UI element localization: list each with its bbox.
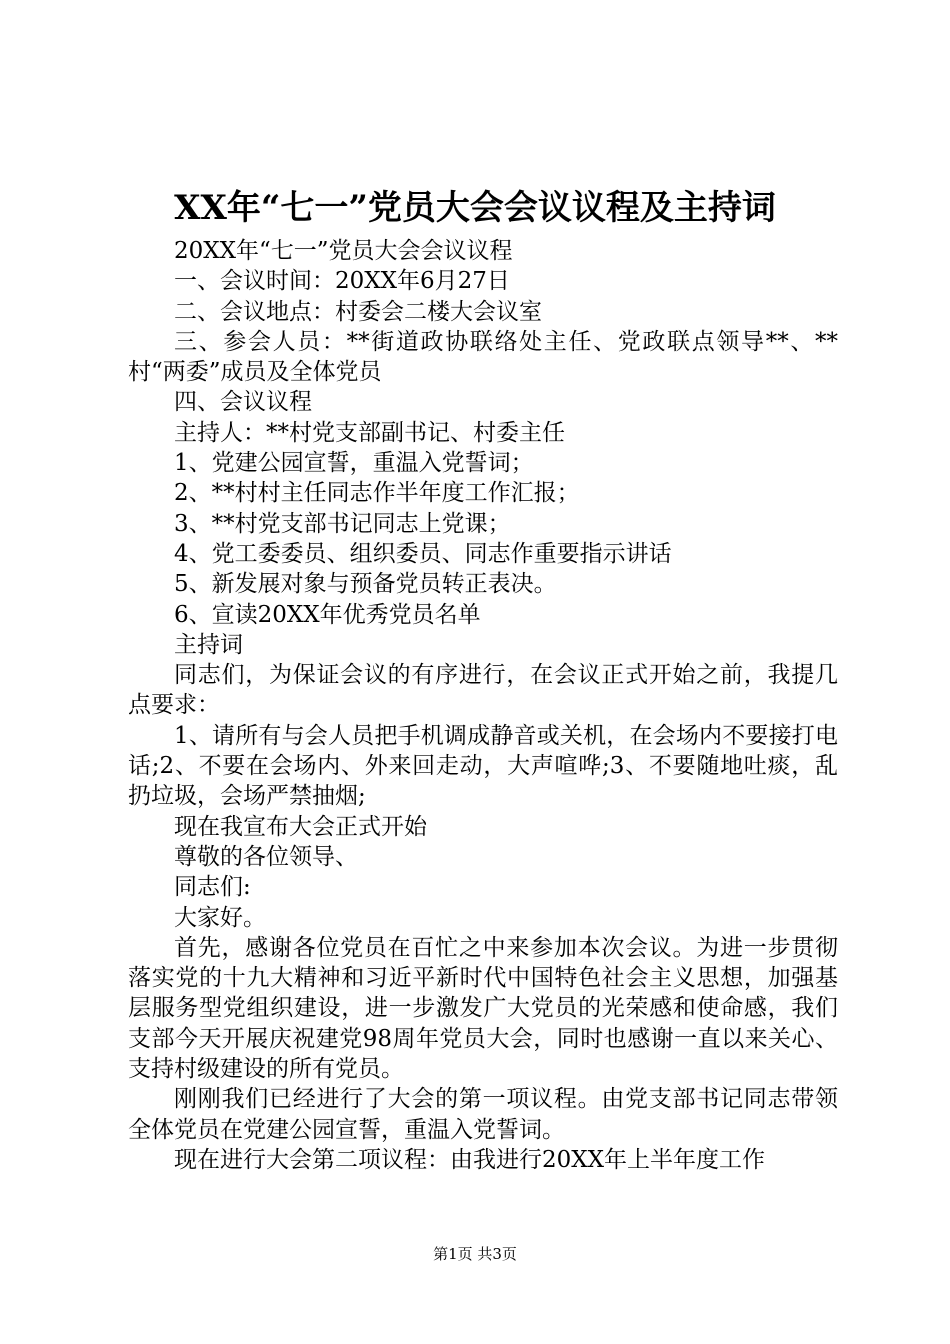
body-paragraph: 1、请所有与会人员把手机调成静音或关机，在会场内不要接打电话;2、不要在会场内、外来回走动，大声喧哗;3、不要随地吐痰，乱扔垃圾，会场严禁抽烟; [128,722,838,810]
agenda-section-heading: 四、会议议程 [174,389,312,416]
attendees: 三、参会人员：**街道政协联络处主任、党政联点领导**、**村“两委”成员及全体党员 [128,328,838,386]
body-paragraph: 首先，感谢各位党员在百忙之中来参加本次会议。为进一步贯彻落实党的十九大精神和习近平新时代中国特色社会主义思想，加强基层服务型党组织建设，进一步激发广大党员的光荣感和使命感，我们支部今天开展庆祝建党98周年党员大会，同时也感谢一直以来关心、支持村级建设的所有党员。 [128,934,838,1083]
body-paragraph: 现在我宣布大会正式开始 [174,813,427,840]
agenda-item: 4、党工委委员、组织委员、同志作重要指示讲话 [174,540,672,567]
meeting-time: 一、会议时间：20XX年6月27日 [174,268,510,295]
agenda-item: 3、**村党支部书记同志上党课； [174,510,511,537]
host-speech-heading: 主持词 [174,631,243,658]
agenda-heading: 20XX年“七一”党员大会会议议程 [174,238,513,264]
body-paragraph: 刚刚我们已经进行了大会的第一项议程。由党支部书记同志带领全体党员在党建公园宣誓，重温入党誓词。 [128,1086,838,1143]
document-body [128,236,838,1175]
agenda-item: 1、党建公园宣誓，重温入党誓词； [174,450,534,477]
page-number-footer: 第1页 共3页 [433,1245,517,1263]
body-paragraph: 尊敬的各位领导、 [174,843,358,870]
host-line: 主持人：**村党支部副书记、村委主任 [174,419,565,446]
body-paragraph: 同志们: [174,874,251,901]
body-paragraph: 现在进行大会第二项议程：由我进行20XX年上半年度工作 [174,1146,766,1173]
body-paragraph: 大家好。 [174,904,266,931]
agenda-item: 6、宣读20XX年优秀党员名单 [174,601,481,628]
meeting-location: 二、会议地点：村委会二楼大会议室 [174,298,542,325]
agenda-item: 2、**村村主任同志作半年度工作汇报； [174,480,580,507]
body-paragraph: 同志们，为保证会议的有序进行，在会议正式开始之前，我提几点要求： [128,662,838,719]
agenda-item: 5、新发展对象与预备党员转正表决。 [174,571,557,598]
document-title: XX年“七一”党员大会会议议程及主持词 [174,188,776,228]
